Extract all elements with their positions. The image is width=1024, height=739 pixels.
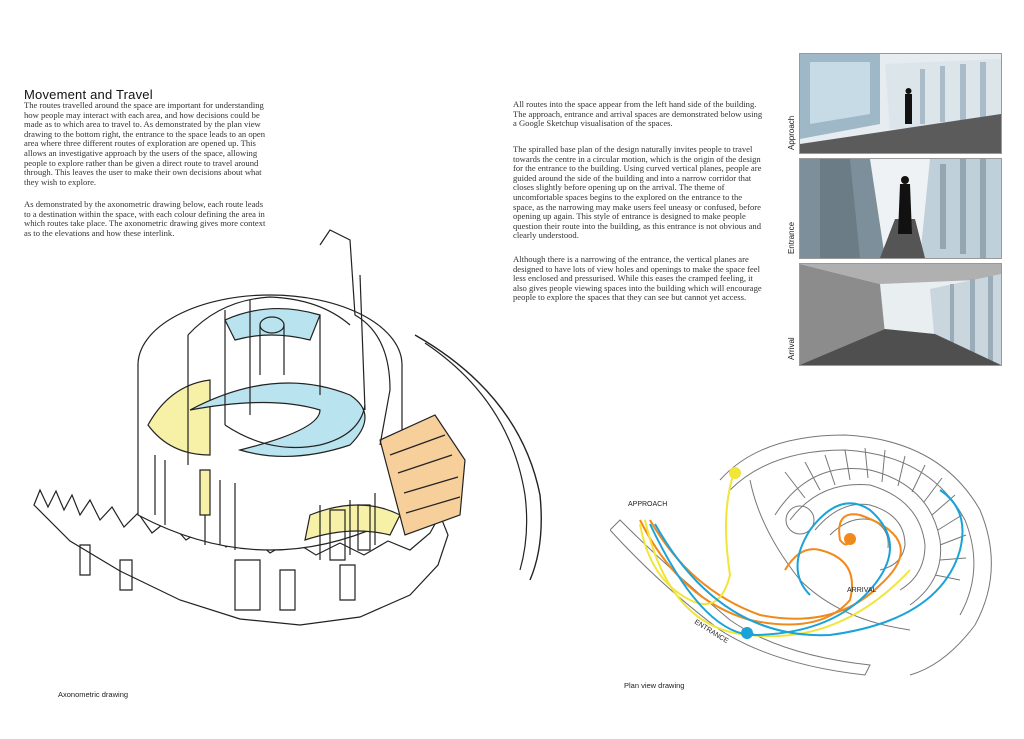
axonometric-paragraph: As demonstrated by the axonometric drawing below, each route leads to a destination within the space, with each colour defining the area in which routes take place. The axonometric drawing gives more context as to the elevations and how these interlink. <box>24 199 266 238</box>
arrival-photo <box>799 263 1002 366</box>
axonometric-caption: Axonometric drawing <box>58 690 129 699</box>
axonometric-drawing <box>20 215 580 685</box>
plan-view-drawing <box>610 420 1010 680</box>
approach-photo <box>799 53 1002 154</box>
intro-paragraph: The routes travelled around the space are important for understanding how people may interact with each area, and how decisions could be made as to which area to travel to. As demonstrated by the plan view drawing to the bottom right, the entrance to the space leads to an open area where three different routes of exploration are opened up. This allows an investigative approach by the users of the space, allowing people to explore rather than be given a direct route to travel around through. This leaves the user to make their own decisions about what they wish to explore. <box>24 100 266 187</box>
spiral-paragraph: The spiralled base plan of the design naturally invites people to travel towards the centre in a circular motion, which is the origin of the design for the entrance to the building. Using curved vertical planes, people are guided around the side of the building and into a narrow corridor that closes slightly before opening up on the arrival. The theme of uncomfortable spaces begins to the explored on the entrance to the space, as the narrowing may make users feel uneasy or confused, before opening up again. This style of entrance is designed to make people question their route into the building, as this entrance is not obvious and clearly understood. <box>513 144 762 241</box>
narrowing-paragraph: Although there is a narrowing of the entrance, the vertical planes are designed to have lots of view holes and openings to make the space feel less enclosed and pressurised. While this eases the cramped feeling, it also gives people viewing spaces into the building which will encourage people to explore the spaces that they can see but cannot yet access. <box>513 254 762 303</box>
plan-label-arrival: ARRIVAL <box>847 587 877 594</box>
plan-caption: Plan view drawing <box>624 681 685 690</box>
plan-label-entrance: ENTRANCE <box>692 618 730 646</box>
arrival-photo-label: Arrival <box>787 337 796 360</box>
approach-photo-label: Approach <box>787 115 796 150</box>
page-title: Movement and Travel <box>24 87 153 102</box>
entrance-photo <box>799 158 1002 259</box>
entrance-photo-label: Entrance <box>787 221 796 254</box>
routes-paragraph: All routes into the space appear from the left hand side of the building. The approach, entrance and arrival spaces are demonstrated below using a Google Sketchup visualisation of the spaces. <box>513 99 763 129</box>
plan-label-approach: APPROACH <box>628 501 668 508</box>
